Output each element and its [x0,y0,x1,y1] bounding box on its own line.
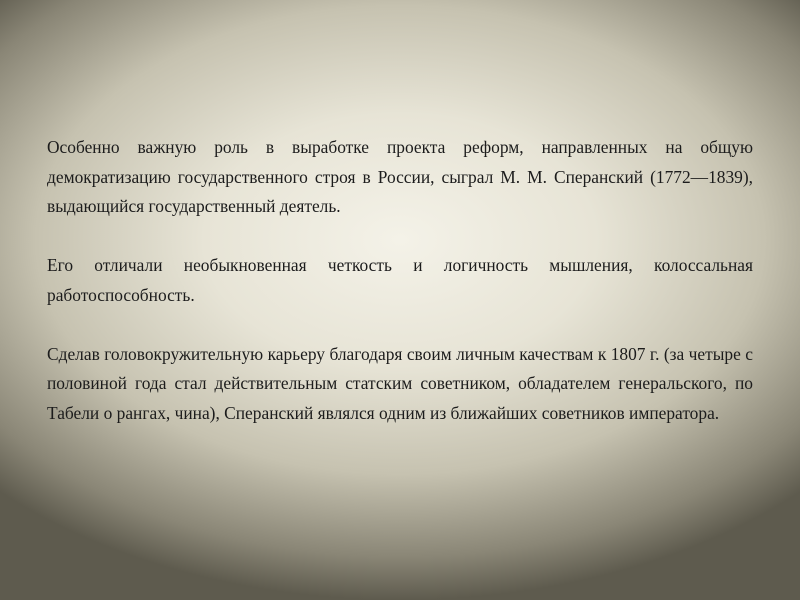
paragraph-speransky-career: Сделав головокружительную карьеру благодаря своим личным качествам к 1807 г. (за четыре с половиной года стал действительным статским советником, обладателем генеральского, по Табели о рангах, чина), Сперанский являлся одним из ближайших советников императора. [47,343,753,423]
paragraph-speransky-qualities: Его отличали необыкновенная четкость и логичность мышления, колоссальная работоспособность. [47,255,753,305]
paragraph-speransky-intro: Особенно важную роль в выработке проекта реформ, направленных на общую демократизацию государственного строя в России, сыграл М. М. Сперанский (1772—1839), выдающийся государственный деятель. [47,137,753,216]
slide-text-block [47,133,753,428]
